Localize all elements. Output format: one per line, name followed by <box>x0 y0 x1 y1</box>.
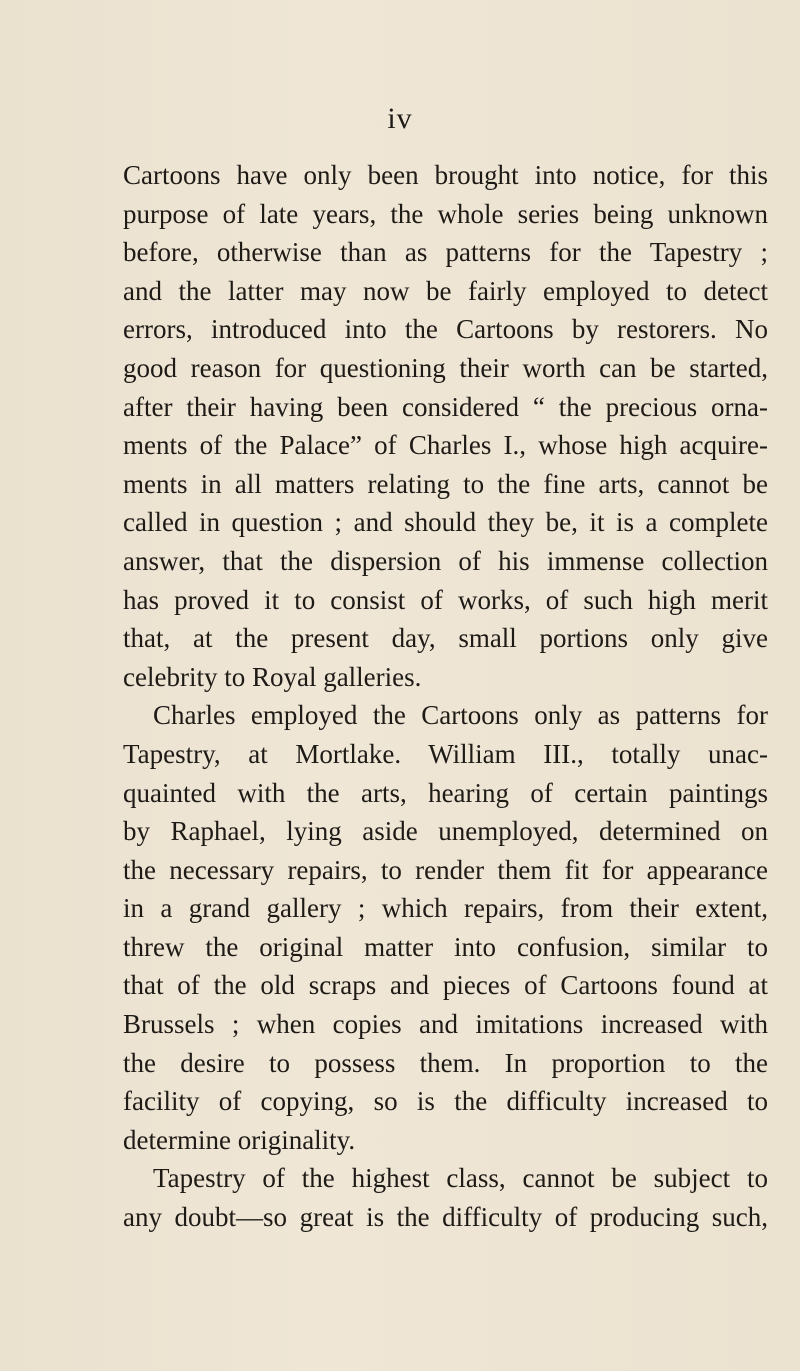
text-line: Tapestry of the highest class, cannot be subject to <box>153 1163 768 1194</box>
text-line: facility of copying, so is the difficulty increased to <box>123 1086 768 1117</box>
text-line: quainted with the arts, hearing of certain paintings <box>123 777 768 808</box>
text-line: called in question ; and should they be, it is a complete <box>123 507 768 538</box>
text-line: answer, that the dispersion of his immense collection <box>123 545 768 576</box>
text-line: Tapestry, at Mortlake. William III., totally unac- <box>123 738 768 769</box>
text-line: that of the old scraps and pieces of Cartoons found at <box>123 970 768 1001</box>
text-line: in a grand gallery ; which repairs, from their extent, <box>123 893 768 924</box>
text-line: ments in all matters relating to the fine arts, cannot be <box>123 468 768 499</box>
text-line: Cartoons have only been brought into notice, for this <box>123 160 768 190</box>
text-line: and the latter may now be fairly employed to detect <box>123 275 768 306</box>
text-line: celebrity to Royal galleries. <box>123 661 422 692</box>
text-line: the necessary repairs, to render them fit for appearance <box>123 854 768 885</box>
text-line: by Raphael, lying aside unemployed, determined on <box>123 816 768 847</box>
text-line: after their having been considered “ the precious orna- <box>123 391 768 422</box>
text-line: Charles employed the Cartoons only as patterns for <box>153 700 768 731</box>
text-line: ments of the Palace” of Charles I., whose high acquire- <box>123 430 768 461</box>
text-line: errors, introduced into the Cartoons by restorers. No <box>123 314 768 345</box>
text-line: Brussels ; when copies and imitations increased with <box>123 1009 768 1040</box>
text-line: purpose of late years, the whole series being unknown <box>123 198 768 229</box>
text-line: the desire to possess them. In proportion to the <box>123 1047 768 1078</box>
body-text <box>123 156 768 1237</box>
text-line: any doubt—so great is the difficulty of producing such, <box>123 1202 768 1233</box>
text-line: before, otherwise than as patterns for the Tapestry ; <box>123 237 768 268</box>
text-line: good reason for questioning their worth can be started, <box>123 352 768 383</box>
text-line: has proved it to consist of works, of such high merit <box>123 584 768 615</box>
page-number: iv <box>387 102 413 135</box>
text-line: determine originality. <box>123 1124 356 1155</box>
text-line: that, at the present day, small portions only give <box>123 623 768 654</box>
text-line: threw the original matter into confusion, similar to <box>123 931 768 962</box>
